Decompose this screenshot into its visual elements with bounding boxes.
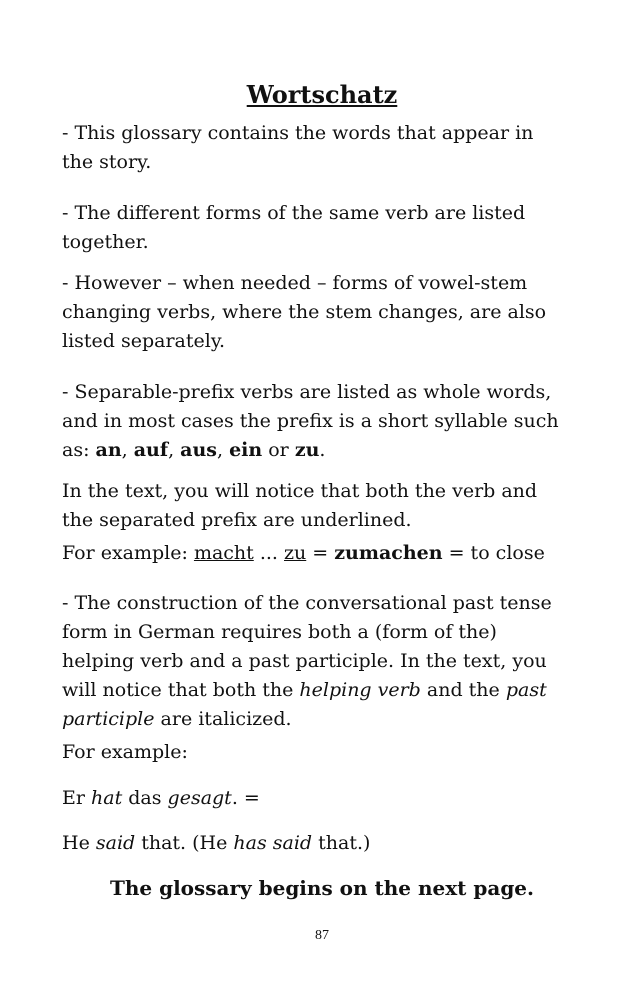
text: Er xyxy=(62,787,91,809)
text-line xyxy=(62,707,292,731)
text-line: and in most cases the prefix is a short syllable such xyxy=(62,410,559,432)
text: that. (He xyxy=(135,832,234,854)
example-english xyxy=(62,831,370,855)
text: = to close xyxy=(442,542,545,564)
text-line: listed separately. xyxy=(62,330,226,352)
text: . = xyxy=(231,787,260,809)
text: or xyxy=(262,439,295,461)
example-german xyxy=(62,786,260,810)
text: He xyxy=(62,832,96,854)
closing-note: The glossary begins on the next page. xyxy=(109,876,534,900)
prefix-an: an xyxy=(95,439,122,461)
text: = xyxy=(306,542,335,564)
text-line: In the text, you will notice that both the verb and xyxy=(62,480,538,502)
text-line: the story. xyxy=(62,151,152,173)
underlined-verb: macht xyxy=(193,542,254,564)
underlined-prefix: zu xyxy=(284,542,307,564)
text: . xyxy=(319,439,326,461)
bold-word: zumachen xyxy=(334,542,443,564)
page-title: Wortschatz xyxy=(246,80,398,109)
text-line: - However – when needed – forms of vowel-stem xyxy=(62,272,528,294)
text-line: form in German requires both a (form of the) xyxy=(62,621,497,643)
italic-text: said xyxy=(95,832,136,854)
text: are italicized. xyxy=(154,708,292,730)
prefix-line xyxy=(62,438,325,462)
text: , xyxy=(168,439,181,461)
text-line: - Separable-prefix verbs are listed as whole words, xyxy=(62,381,552,403)
text: and the xyxy=(420,679,506,701)
italic-text: gesagt xyxy=(167,787,232,809)
italic-line xyxy=(62,678,547,702)
prefix-ein: ein xyxy=(229,439,263,461)
text-line: together. xyxy=(62,231,149,253)
italic-text: helping verb xyxy=(299,679,421,701)
italic-text: has said xyxy=(233,832,313,854)
prefix-zu: zu xyxy=(294,439,320,461)
prefix-aus: aus xyxy=(180,439,217,461)
example-separable xyxy=(62,541,545,565)
prefix-auf: auf xyxy=(133,439,169,461)
text: ... xyxy=(253,542,284,564)
text: , xyxy=(216,439,230,461)
text-line: the separated prefix are underlined. xyxy=(62,509,412,531)
text: , xyxy=(121,439,134,461)
text: as: xyxy=(62,439,96,461)
text-line: helping verb and a past participle. In the text, you xyxy=(62,650,547,672)
text: das xyxy=(122,787,168,809)
text: For example: xyxy=(62,542,194,564)
text: that.) xyxy=(312,832,371,854)
text: will notice that both the xyxy=(62,679,300,701)
text-line: - This glossary contains the words that appear in xyxy=(62,122,534,144)
italic-text: hat xyxy=(91,787,123,809)
text-line: - The construction of the conversational past tense xyxy=(62,592,552,614)
italic-text: past xyxy=(505,679,547,701)
page-number: 87 xyxy=(315,928,329,943)
italic-text: participle xyxy=(62,708,155,730)
text-line: For example: xyxy=(62,741,188,763)
text-line: - The different forms of the same verb are listed xyxy=(62,202,526,224)
text-line: changing verbs, where the stem changes, are also xyxy=(62,301,547,323)
